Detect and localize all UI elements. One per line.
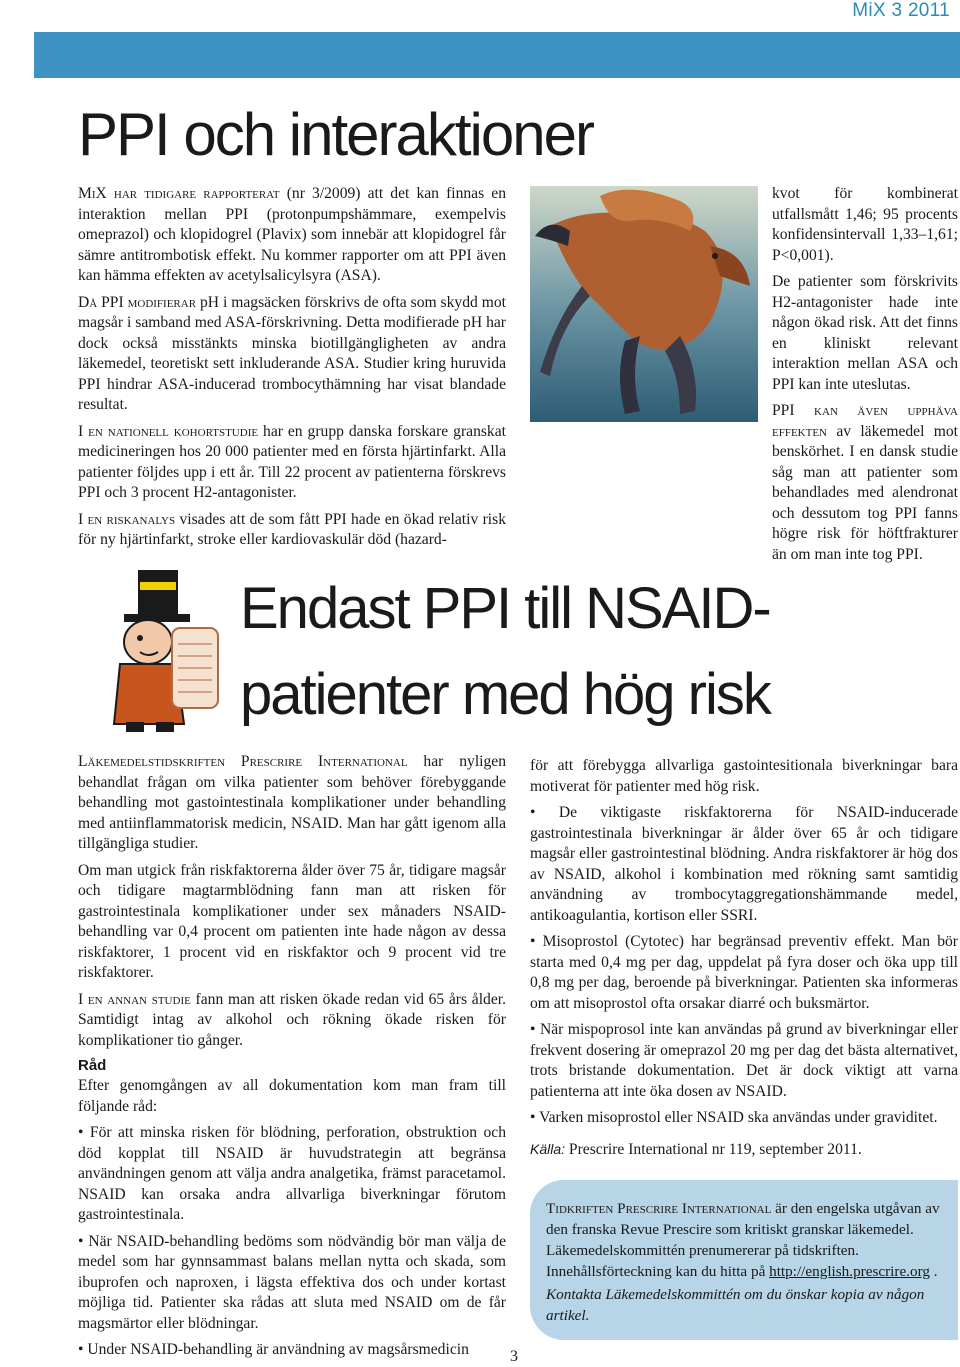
paragraph (78, 510, 506, 551)
lead-in: Läkemedelstidskriften Prescrire International (78, 753, 408, 770)
prescrire-link[interactable]: http://english.prescrire.org (769, 1263, 930, 1280)
bullet-item (530, 932, 958, 1014)
bullet-item (530, 1108, 958, 1129)
paragraph-text: har en grupp danska forskare granskat medicineringen hos 20 000 patienter med en första hjärtinfarkt. Alla patienter följdes upp i ett år. Till 22 procent av patienterna förskrevs PPI och 3 procent H2-antagonister. (78, 422, 506, 501)
paragraph (78, 293, 506, 416)
paragraph (530, 756, 958, 797)
paragraph (78, 752, 506, 855)
article1-column-right (772, 184, 958, 571)
paragraph-text: visades att de som fått PPI hade en ökad relativ risk för ny hjärtinfarkt, stroke eller kardiovaskulär död (hazard- (78, 510, 506, 548)
article1-column-left (78, 184, 506, 557)
info-text: är den engelska utgåvan av den franska Revue Prescire som kritiskt granskar läkemedel. Läkemedelskommittén prenumererar på tidskriften. Innehållsförteckning kan du hitta på (546, 1200, 940, 1280)
paragraph (78, 990, 506, 1052)
advice-heading: Råd (78, 1057, 107, 1074)
paragraph-text: för att förebygga allvarliga gastointesitionala biverkningar bara motiverat för patienter med hög risk. (530, 757, 958, 795)
bullet-text: När mispoprosol inte kan användas på grund av biverkningar eller frekvent dosering är omeprazol 20 mg per dag det bästa alternativet, trots bristande dokumentation. Det är dock viktigt att varna patienterna att inte öka dosen av NSAID. (530, 1021, 958, 1100)
lead-in: I en annan studie (78, 990, 191, 1008)
paragraph (78, 861, 506, 984)
article-title-line2: patienter med hög risk (240, 662, 770, 727)
paragraph-text: Om man utgick från riskfaktorerna ålder över 75 år, tidigare magsår och tidigare magtarmblödning fann man att risken för gastrointestinala komplikationer under sex månaders NSAID-behandling var 0,4 procent om patienten inte hade någon av dessa riskfaktorer, 1 procent vid en riskfaktor och 9 procent vid tre riskfaktorer. (78, 861, 506, 981)
lead-in: MiX har tidigare rapporterat (78, 185, 280, 202)
bullet-item (530, 1020, 958, 1102)
paragraph (772, 401, 958, 565)
bullet-item (78, 1123, 506, 1226)
bullet-item (78, 1232, 506, 1335)
info-text: . (929, 1263, 938, 1280)
bullet-text: De viktigaste riskfaktorerna för NSAID-inducerade gastrointestinala biverkningar är ålder över 65 år och tidigare magsår eller gastrointestinal blödning. Andra riskfaktorer är hög dos av NSAID, alkohol i kombination med rökning samt samtidig användning av trombocytaggregationshämmande medel, antikoagulantia, kortison eller SSRI. (530, 804, 958, 924)
paragraph-text: (nr 3/2009) att det kan finnas en interaktion mellan PPI (protonpumpshämmare, exempelvis omeprazol) och klopidogrel (Plavix) som innebär att klopidogrel får sämre antitrombotisk effekt. Nu kommer rapporter om att PPI även kan hämma effekten av acetylsalicylsyra (ASA). (78, 185, 506, 284)
paragraph-text: pH i magsäcken förskrivs de ofta som skydd mot magsår i samband med ASA-förskrivning. Detta modifierade pH har dock också misstänkts minska biotillgängligheten av andra läkemedel, teoretiskt sett inkluderande ASA. Studier kring huruvida PPI hindrar ASA-inducerad trombocythämning har visat blandade resultat. (78, 293, 506, 413)
magazine-issue-label: MiX 3 2011 (852, 0, 950, 21)
paragraph-text: Efter genomgången av all dokumentation kom man fram till följande råd: (78, 1077, 506, 1115)
bullet-text: När NSAID-behandling bedöms som nödvändig bör man välja de medel som har gynnsammast balans mellan nytta och skada, som ibuprofen och naproxen, i lägsta effektiva dos och under kortast möjliga tid. Patienter ska rådas att sluta med NSAID om de får magsmärtor eller blödningar. (78, 1232, 507, 1332)
paragraph-text: har nyligen behandlat frågan om vilka patienter som behöver förebyggande behandling mot gastointestinala komplikationer under behandling med antiinflammatorisk medicin, NSAID. Man har gått igenom alla tillgängliga studier. (78, 753, 506, 852)
header-color-bar (34, 32, 960, 78)
bullet-text: Misoprostol (Cytotec) har begränsad preventiv effekt. Man bör starta med 0,4 mg per dag, uppdelat på fyra doser och öka upp till 0,8 mg per dag, beroende på biverkningar. Patienten ska informeras om att misoprostol ofta orsakar diarré och buksmärtor. (530, 933, 958, 1012)
lead-in: I en nationell kohortstudie (78, 422, 259, 440)
bullet-item (530, 803, 958, 926)
lead-in: Då PPI modifierar (78, 293, 197, 311)
paragraph (78, 1076, 506, 1117)
lead-in: Tidkriften Prescrire International (546, 1200, 772, 1217)
bullet-text: Varken misoprostol eller NSAID ska användas under graviditet. (539, 1109, 938, 1126)
lead-in: PPI kan även upphäva effekten (772, 402, 958, 440)
paragraph (772, 184, 958, 266)
article2-column-left (78, 752, 506, 1367)
paragraph (78, 184, 506, 287)
info-paragraph (546, 1198, 940, 1282)
lead-in: I en riskanalys (78, 510, 176, 528)
source-line (530, 1139, 958, 1161)
bullet-text: För att minska risken för blödning, perforation, obstruktion och död kopplat till NSAID är huvudstrategin att begränsa användningen genom att välja andra analgetika, främst paracetamol. NSAID kan orsaka andra allvarliga biverkningar förutom gastrointestinala. (78, 1124, 507, 1223)
bullet-item (78, 1340, 506, 1361)
contact-note: Kontakta Läkemedelskommittén om du önskar kopia av någon artikel. (546, 1286, 925, 1324)
prescrire-info-box (530, 1180, 958, 1340)
paragraph-text: De patienter som förskrivits H2-antagonister hade inte någon ökad risk. Att det finns en kliniskt relevant interaktion mellan ASA och PPI kan inte uteslutas. (772, 273, 958, 393)
page-number: 3 (510, 1348, 518, 1365)
paragraph-text: kvot för kombinerat utfallsmått 1,46; 95 procents konfidensintervall 1,33–1,61; P<0,001). (772, 185, 958, 264)
source-label: Källa: (530, 1140, 566, 1157)
paragraph (772, 272, 958, 395)
bullet-text: Under NSAID-behandling är användning av magsårsmedicin (87, 1341, 469, 1358)
article2-column-right (530, 756, 958, 1166)
paragraph-text: fann man att risken ökade redan vid 65 års ålder. Samtidigt intag av alkohol och rökning ökade risken för komplikationer tio gånger. (78, 990, 506, 1049)
horse-illustration (530, 186, 758, 422)
article-title-line1: Endast PPI till NSAID- (240, 576, 770, 641)
article-title-ppi: PPI och interaktioner (78, 101, 593, 168)
cartoon-scroll-illustration (80, 564, 230, 736)
paragraph (78, 422, 506, 504)
source-text: Prescrire International nr 119, september 2011. (565, 1140, 862, 1158)
paragraph-text: av läkemedel mot benskörhet. I en dansk studie såg man att patienter som behandlades med alendronat och dessutom tog PPI fanns högre risk för höftfrakturer än om man inte tog PPI. (772, 422, 958, 563)
